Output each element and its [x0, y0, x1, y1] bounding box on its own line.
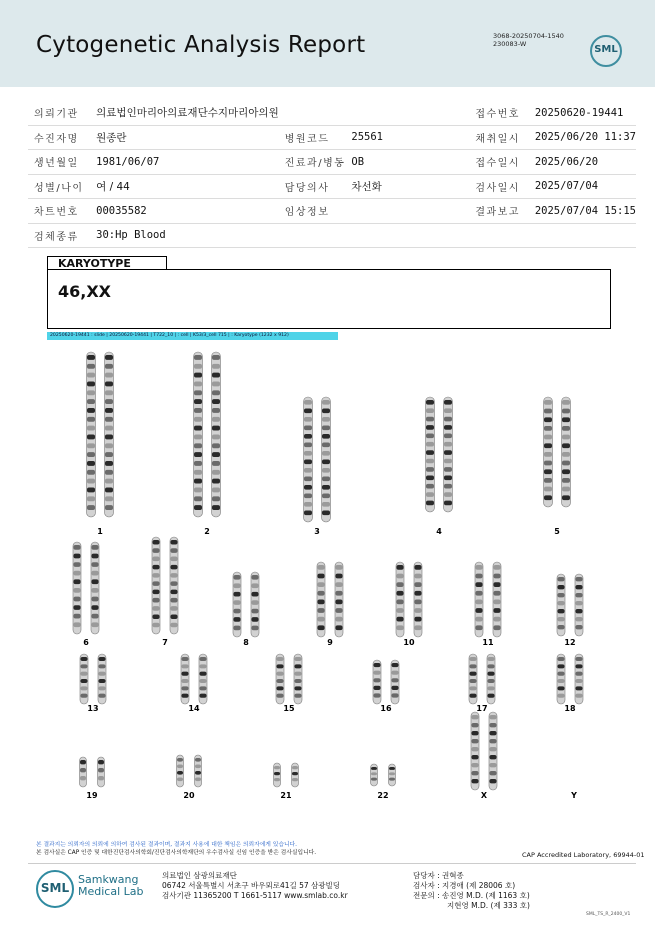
chromosome-label: 19: [86, 791, 98, 800]
chromosome-label: 15: [283, 704, 295, 713]
chromosome-label: Y: [571, 791, 577, 800]
chromosome-19-2: [98, 757, 105, 787]
chromosome-12-1: [557, 574, 565, 636]
chromosome-label: 20: [183, 791, 195, 800]
chromosome-label: 7: [162, 638, 168, 647]
report-code: [493, 32, 564, 48]
info-label: [469, 223, 529, 248]
chromosome-17-2: [487, 654, 495, 704]
info-value: 2025/06/20: [529, 150, 636, 175]
chromosome-15-2: [294, 654, 302, 704]
info-value: 차선화: [345, 174, 469, 199]
info-value: 30:Hp Blood: [90, 223, 279, 248]
karyotype-result: 46,XX: [58, 282, 112, 301]
chromosome-label: 9: [327, 638, 333, 647]
chromosome-1-1: [87, 352, 96, 517]
samkwang-logo-icon: [36, 870, 74, 908]
staff-line-2: 검사자 : 지경애 (제 28006 호): [413, 881, 516, 890]
info-row: [28, 150, 636, 175]
chromosome-14-2: [199, 654, 207, 704]
chromosome-label: 17: [476, 704, 488, 713]
chromosome-19-1: [80, 757, 87, 787]
chromosome-21-1: [274, 763, 281, 787]
chromosome-13-1: [80, 654, 88, 704]
chromosome-label: 4: [436, 527, 442, 536]
chromosome-label: 8: [243, 638, 249, 647]
chromosome-21-2: [292, 763, 299, 787]
info-value: 20250620-19441: [529, 101, 636, 125]
chromosome-13-2: [98, 654, 106, 704]
chromosome-label: 10: [403, 638, 415, 647]
info-value: 2025/07/04 15:15: [529, 199, 636, 224]
info-value: 00035582: [90, 199, 279, 224]
patient-info-table: [28, 101, 636, 248]
info-label: 채취일시: [469, 125, 529, 150]
chromosome-14-1: [181, 654, 189, 704]
chromosome-8-2: [251, 572, 259, 637]
chromosome-6-1: [73, 542, 81, 634]
chromosome-5-1: [544, 397, 553, 507]
chromosome-10-1: [396, 562, 404, 637]
footer-divider: [28, 863, 636, 864]
chromosome-X-1: [471, 712, 479, 790]
info-value: [529, 223, 636, 248]
chromosome-label: 12: [564, 638, 576, 647]
lab-name: [78, 874, 144, 898]
report-title: Cytogenetic Analysis Report: [36, 32, 366, 58]
notice-line-1: 본 결과지는 의뢰자의 의뢰에 의하여 검사된 결과이며, 결과지 사용에 대한 책임은 의뢰자에게 있습니다.: [36, 842, 297, 848]
slide-info-bar: 20250620-19441 : slide | 20250620-19441 | T722_10 | : cell | K53/3_cell 715 | : Karyotype (1232 x 912): [47, 332, 338, 340]
info-label: [279, 223, 346, 248]
info-label: 진료과/병동: [279, 150, 346, 175]
info-value: [345, 101, 469, 125]
chromosome-3-1: [304, 397, 313, 522]
chromosome-11-1: [475, 562, 483, 637]
chromosome-12-2: [575, 574, 583, 636]
lab-name-line1: Samkwang: [78, 873, 139, 886]
address-line-1: 의료법인 삼광의료재단: [162, 871, 237, 880]
address-line-3: 검사기관 11365200 T 1661-5117 www.smlab.co.kr: [162, 891, 348, 900]
info-label: 성별/나이: [28, 174, 90, 199]
staff-line-4: 지현영 M.D. (제 333 호): [447, 901, 530, 910]
notice-line-2: 본 검사실은 CAP 인증 및 대한진단검사의학회/진단검사의학재단의 우수검사실 신임 인증을 받은 검사실입니다.: [36, 850, 317, 856]
chromosome-16-1: [373, 660, 381, 704]
info-value: 2025/06/20 11:37: [529, 125, 636, 150]
chromosome-22-2: [389, 764, 396, 786]
chromosome-9-1: [317, 562, 325, 637]
info-label: 접수일시: [469, 150, 529, 175]
sml-logo-icon: [590, 35, 622, 67]
chromosome-22-1: [371, 764, 378, 786]
info-label: [279, 101, 346, 125]
chromosome-1-2: [105, 352, 114, 517]
cap-accreditation: CAP Accredited Laboratory, 69944-01: [522, 851, 645, 859]
chromosome-8-1: [233, 572, 241, 637]
chromosome-4-1: [426, 397, 435, 512]
info-value: [345, 223, 469, 248]
chromosome-label: 2: [204, 527, 210, 536]
chromosome-15-1: [276, 654, 284, 704]
lab-address: [162, 871, 348, 901]
chromosome-label: 5: [554, 527, 560, 536]
chromosome-7-1: [152, 537, 160, 634]
chromosome-2-1: [194, 352, 203, 517]
info-row: [28, 125, 636, 150]
address-line-2: 06742 서울특별시 서초구 바우뫼로41길 57 삼광빌딩: [162, 881, 341, 890]
karyogram-image: [40, 342, 620, 812]
chromosome-17-1: [469, 654, 477, 704]
chromosome-4-2: [444, 397, 453, 512]
info-label: 임상정보: [279, 199, 346, 224]
info-label: 생년월일: [28, 150, 90, 175]
chromosome-7-2: [170, 537, 178, 634]
chromosome-label: 22: [377, 791, 389, 800]
lab-name-line2: Medical Lab: [78, 885, 144, 898]
info-row: [28, 199, 636, 224]
karyotype-result-box: [47, 269, 611, 329]
chromosome-label: 18: [564, 704, 576, 713]
info-value: 2025/07/04: [529, 174, 636, 199]
staff-line-1: 담당자 : 권혁종: [413, 871, 464, 880]
chromosome-5-2: [562, 397, 571, 507]
info-row: [28, 174, 636, 199]
chromosome-20-2: [195, 755, 202, 787]
chromosome-label: X: [480, 791, 488, 800]
sml-logo-text: SML: [594, 44, 618, 55]
chromosome-label: 6: [83, 638, 89, 647]
chromosome-label: 13: [87, 704, 99, 713]
chromosome-9-2: [335, 562, 343, 637]
info-label: 결과보고: [469, 199, 529, 224]
chromosome-label: 21: [280, 791, 292, 800]
report-notice: [36, 841, 316, 857]
report-code-line2: 230083-W: [493, 40, 527, 48]
report-code-line1: 3068-20250704-1540: [493, 32, 564, 40]
chromosome-16-2: [391, 660, 399, 704]
report-header: [0, 0, 655, 87]
chromosome-3-2: [322, 397, 331, 522]
lab-staff: [413, 871, 530, 911]
info-label: 병원코드: [279, 125, 346, 150]
info-value: 여 / 44: [90, 174, 279, 199]
chromosome-18-2: [575, 654, 583, 704]
info-value: 의료법인마리아의료재단수지마리아의원: [90, 101, 279, 125]
info-row: [28, 101, 636, 125]
chromosome-11-2: [493, 562, 501, 637]
chromosome-label: 3: [314, 527, 320, 536]
chromosome-label: 11: [482, 638, 494, 647]
info-value: OB: [345, 150, 469, 175]
chromosome-20-1: [177, 755, 184, 787]
info-value: 원종란: [90, 125, 279, 150]
chromosome-label: 16: [380, 704, 392, 713]
chromosome-6-2: [91, 542, 99, 634]
staff-line-3: 전문의 : 송진영 M.D. (제 1163 호): [413, 891, 530, 900]
chromosome-18-1: [557, 654, 565, 704]
info-label: 의뢰기관: [28, 101, 90, 125]
info-value: 25561: [345, 125, 469, 150]
info-label: 접수번호: [469, 101, 529, 125]
chromosome-10-2: [414, 562, 422, 637]
info-value: [345, 199, 469, 224]
info-label: 검사일시: [469, 174, 529, 199]
chromosome-X-2: [489, 712, 497, 790]
document-code: SML_TS_R_2400_V1: [586, 912, 631, 917]
karyotype-section-label: KARYOTYPE: [47, 256, 167, 269]
chromosome-label: 1: [97, 527, 103, 536]
info-label: 담당의사: [279, 174, 346, 199]
info-value: 1981/06/07: [90, 150, 279, 175]
info-row: [28, 223, 636, 248]
chromosome-label: 14: [188, 704, 200, 713]
info-label: 차트번호: [28, 199, 90, 224]
info-label: 검체종류: [28, 223, 90, 248]
chromosome-2-2: [212, 352, 221, 517]
info-label: 수진자명: [28, 125, 90, 150]
footer-logo-text: SML: [40, 881, 70, 895]
